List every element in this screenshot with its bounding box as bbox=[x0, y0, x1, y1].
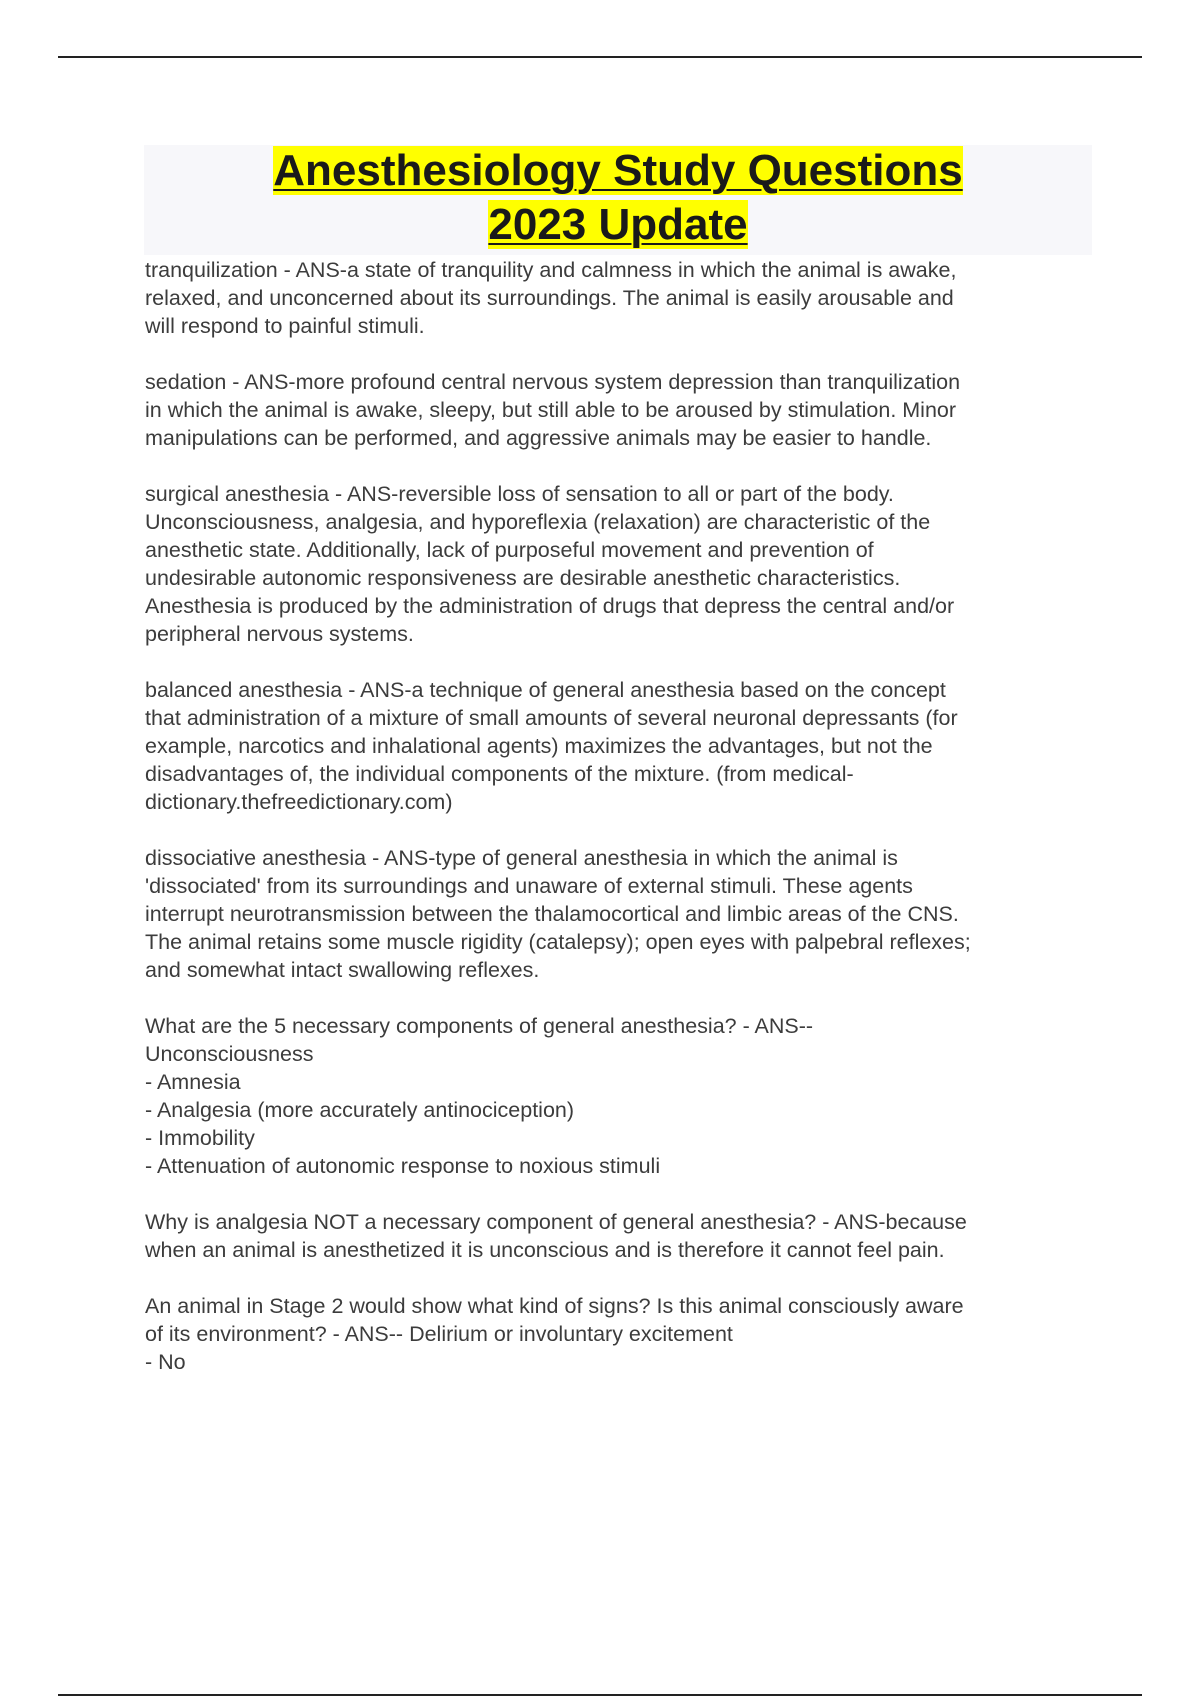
entry-stage-2-signs: An animal in Stage 2 would show what kind of signs? Is this animal consciously aware of its environment? - ANS-- Delirium or involuntary excitement - No bbox=[145, 1294, 964, 1374]
entry-five-components: What are the 5 necessary components of general anesthesia? - ANS-- Unconsciousness - Amnesia - Analgesia (more accurately antinociception) - Immobility - Attenuation of autonomic response to noxious stimuli bbox=[145, 1014, 814, 1178]
entry-analgesia-not-necessary: Why is analgesia NOT a necessary component of general anesthesia? - ANS-because when an animal is anesthetized it is unconscious and is therefore it cannot feel pain. bbox=[145, 1210, 967, 1262]
document-body bbox=[145, 256, 1085, 1404]
document-title bbox=[144, 144, 1092, 252]
title-line-1: Anesthesiology Study Questions bbox=[273, 146, 963, 195]
entry-dissociative-anesthesia: dissociative anesthesia - ANS-type of general anesthesia in which the animal is 'dissociated' from its surroundings and unaware of external stimuli. These agents interrupt neurotransmission between the thalamocortical and limbic areas of the CNS. The animal retains some muscle rigidity (catalepsy); open eyes with palpebral reflexes; and somewhat intact swallowing reflexes. bbox=[145, 846, 971, 982]
title-line-2: 2023 Update bbox=[488, 200, 748, 249]
entry-sedation: sedation - ANS-more profound central nervous system depression than tranquilization in which the animal is awake, sleepy, but still able to be aroused by stimulation. Minor manipulations can be performed, and aggressive animals may be easier to handle. bbox=[145, 370, 961, 450]
entry-balanced-anesthesia: balanced anesthesia - ANS-a technique of general anesthesia based on the concept that administration of a mixture of small amounts of several neuronal depressants (for example, narcotics and inhalational agents) maximizes the advantages, but not the disadvantages of, the individual components of the mixture. (from medical- dictionary.thefreedictionary.com) bbox=[145, 678, 958, 814]
bottom-rule bbox=[58, 1694, 1142, 1696]
top-rule bbox=[58, 56, 1142, 58]
entry-surgical-anesthesia: surgical anesthesia - ANS-reversible loss of sensation to all or part of the body. Unconsciousness, analgesia, and hyporeflexia (relaxation) are characteristic of the anesthetic state. Additionally, lack of purposeful movement and prevention of undesirable autonomic responsiveness are desirable anesthetic characteristics. Anesthesia is produced by the administration of drugs that depress the central and/or peripheral nervous systems. bbox=[145, 482, 955, 646]
entry-tranquilization: tranquilization - ANS-a state of tranquility and calmness in which the animal is awake, relaxed, and unconcerned about its surroundings. The animal is easily arousable and will respond to painful stimuli. bbox=[145, 258, 957, 338]
